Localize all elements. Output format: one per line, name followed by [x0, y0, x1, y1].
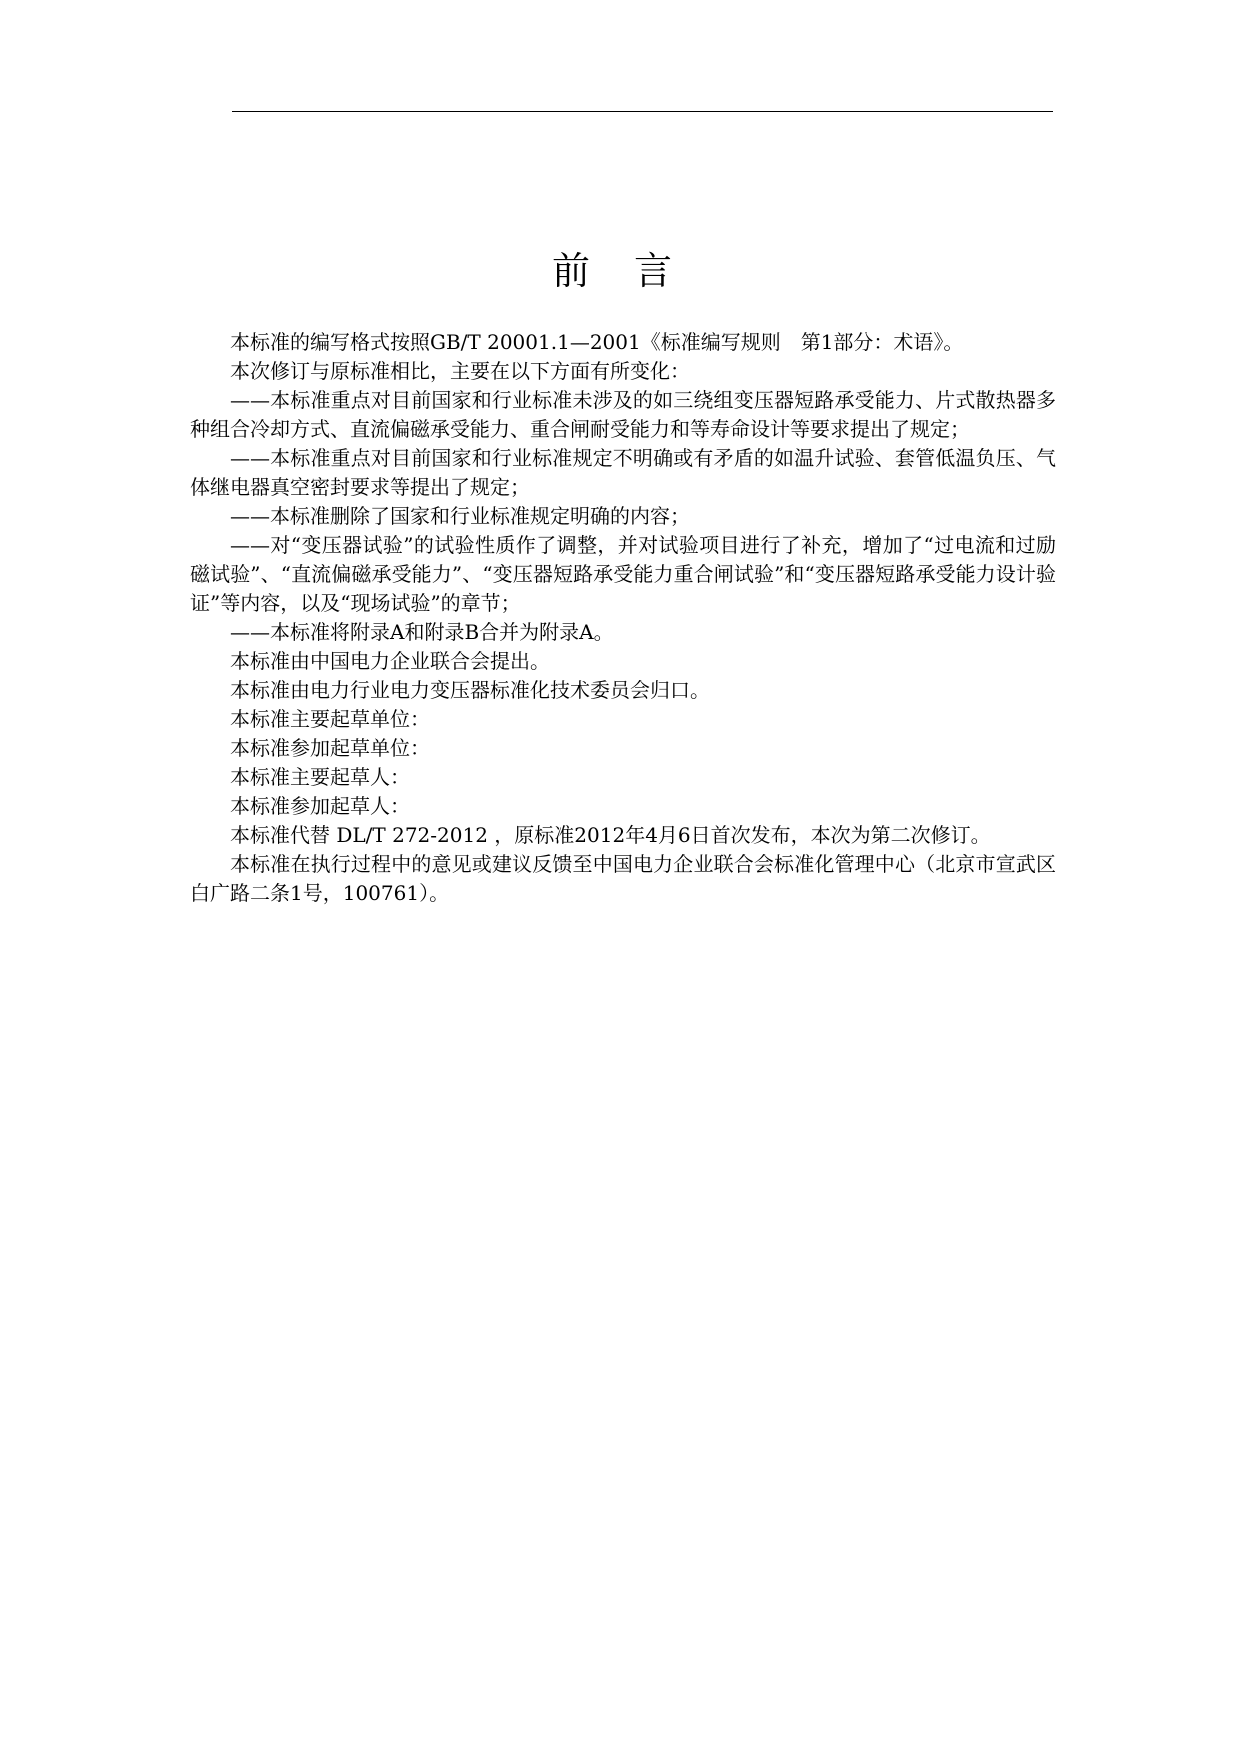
header-rule	[232, 111, 1053, 112]
paragraph-main-drafters: 本标准主要起草人：	[230, 765, 410, 789]
paragraph-change-deleted-content: ——本标准删除了国家和行业标准规定明确的内容；	[230, 504, 690, 528]
paragraph-format-basis: 本标准的编写格式按照GB/T 20001.1—2001《标准编写规则 第1部分：术语》。	[230, 330, 964, 354]
foreword-body	[190, 328, 1056, 908]
paragraph-participating-units: 本标准参加起草单位：	[230, 736, 430, 760]
page-title: 前 言	[551, 249, 689, 293]
paragraph-proposer: 本标准由中国电力企业联合会提出。	[230, 649, 550, 673]
paragraph-main-drafting-units: 本标准主要起草单位：	[230, 707, 430, 731]
paragraph-change-test-adjustments: ——对“变压器试验”的试验性质作了调整，并对试验项目进行了补充，增加了“过电流和过励磁试验”、“直流偏磁承受能力”、“变压器短路承受能力重合闸试验”和“变压器短路承受能力设计验证”等内容，以及“现场试验”的章节；	[190, 533, 1056, 615]
paragraph-participating-drafters: 本标准参加起草人：	[230, 794, 410, 818]
paragraph-replacement-history: 本标准代替 DL/T 272-2012 ，原标准2012年4月6日首次发布，本次为第二次修订。	[230, 823, 991, 847]
paragraph-change-new-requirements: ——本标准重点对目前国家和行业标准未涉及的如三绕组变压器短路承受能力、片式散热器多种组合冷却方式、直流偏磁承受能力、重合闸耐受能力和等寿命设计等要求提出了规定；	[190, 388, 1056, 441]
paragraph-revision-intro: 本次修订与原标准相比，主要在以下方面有所变化：	[230, 359, 690, 383]
paragraph-change-appendix-merge: ——本标准将附录A和附录B合并为附录A。	[230, 620, 614, 644]
paragraph-feedback-contact: 本标准在执行过程中的意见或建议反馈至中国电力企业联合会标准化管理中心（北京市宣武区白广路二条1号，100761）。	[190, 852, 1056, 905]
paragraph-change-clarified-requirements: ——本标准重点对目前国家和行业标准规定不明确或有矛盾的如温升试验、套管低温负压、气体继电器真空密封要求等提出了规定；	[190, 446, 1056, 499]
paragraph-responsible-committee: 本标准由电力行业电力变压器标准化技术委员会归口。	[230, 678, 710, 702]
